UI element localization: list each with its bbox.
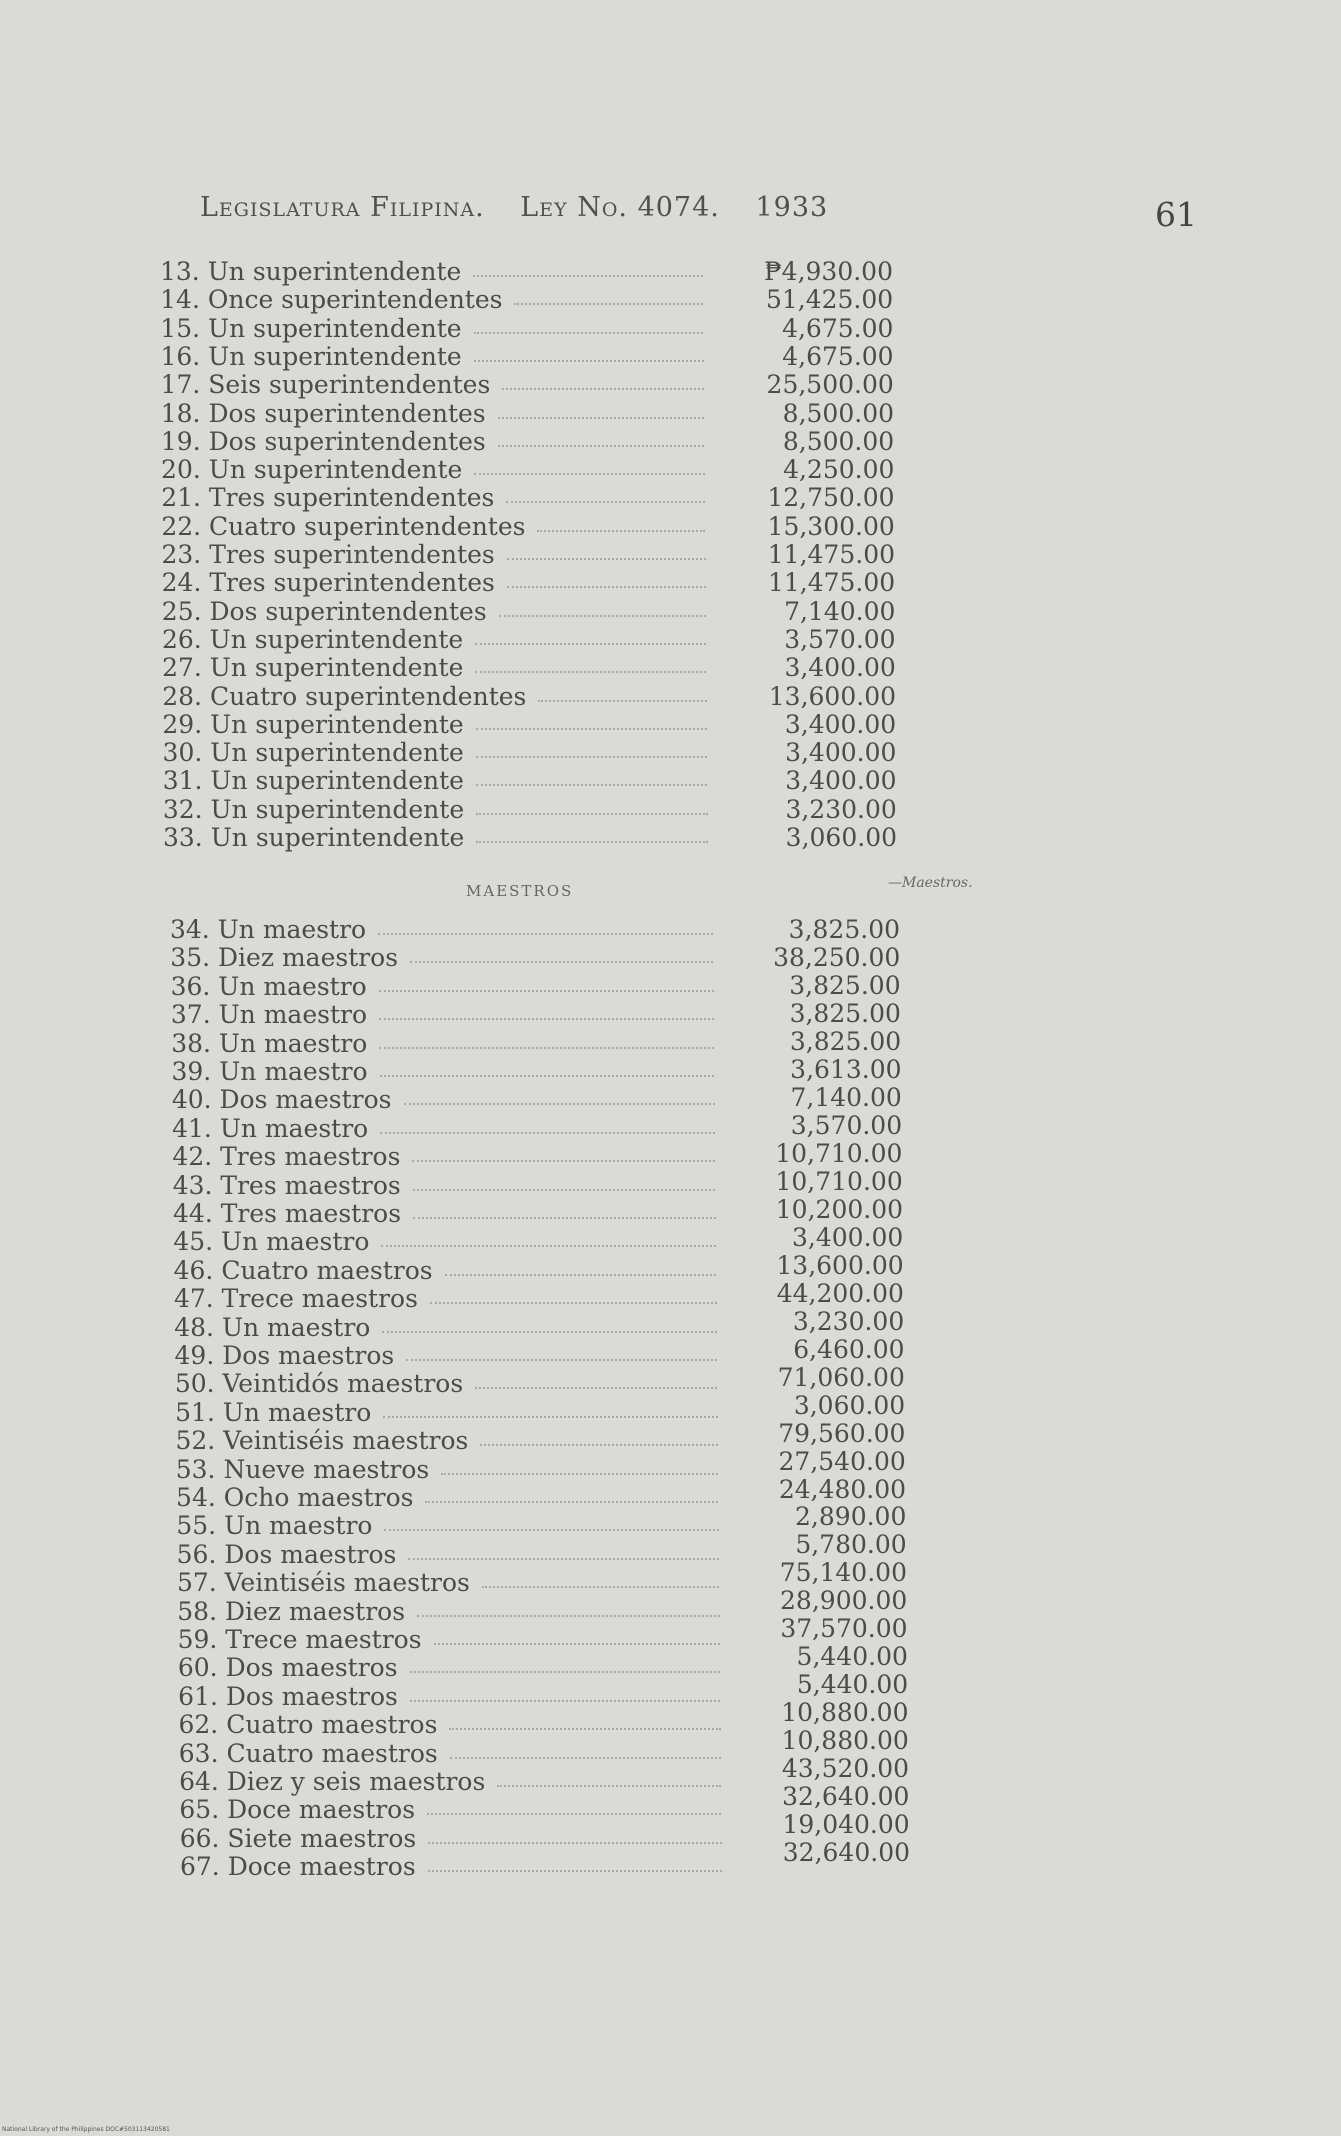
leader-dots (384, 1529, 718, 1531)
item-amount: 3,060.00 (785, 823, 897, 852)
item-amount: 11,475.00 (767, 540, 895, 569)
header-legislature: Legislatura Filipina. (200, 192, 485, 223)
item-label: 35. Diez maestros (170, 943, 399, 973)
item-amount: ₱4,930.00 (764, 257, 893, 286)
item-amount: 3,400.00 (792, 1222, 904, 1252)
item-label: 46. Cuatro maestros (173, 1255, 433, 1285)
item-amount: 7,140.00 (790, 1082, 902, 1112)
list-item (161, 400, 894, 428)
item-amount: 75,140.00 (779, 1558, 907, 1588)
leader-dots (498, 417, 705, 419)
list-item (162, 569, 896, 597)
item-amount: 3,400.00 (785, 766, 897, 796)
leader-dots (476, 756, 707, 758)
list-item (163, 739, 897, 767)
item-label: 67. Doce maestros (180, 1852, 416, 1882)
list-item (161, 484, 894, 512)
leader-dots (410, 1700, 720, 1702)
leader-dots (476, 841, 708, 843)
item-amount: 3,230.00 (785, 794, 897, 824)
item-label: 45. Un maestro (173, 1227, 370, 1257)
list-item (160, 286, 893, 314)
item-label: 38. Un maestro (171, 1028, 368, 1058)
leader-dots (425, 1501, 718, 1503)
item-label: 60. Dos maestros (177, 1653, 398, 1683)
list-item (170, 944, 900, 972)
item-label: 39. Un maestro (171, 1057, 368, 1086)
leader-dots (434, 1643, 720, 1645)
item-label: 15. Un superintendente (160, 313, 462, 343)
item-amount: 79,560.00 (778, 1418, 906, 1448)
item-label: 48. Un maestro (174, 1312, 371, 1342)
item-label: 26. Un superintendente (161, 624, 464, 654)
page-number: 61 (1155, 195, 1197, 234)
item-label: 23. Tres superintendentes (161, 540, 495, 569)
leader-dots (474, 360, 704, 362)
item-label: 36. Un maestro (170, 971, 367, 1001)
item-amount: 32,640.00 (782, 1782, 910, 1812)
item-label: 59. Trece maestros (177, 1625, 422, 1654)
list-item (163, 796, 897, 824)
item-label: 52. Veintiséis maestros (175, 1426, 469, 1456)
leader-dots (430, 1302, 717, 1304)
item-label: 33. Un superintendente (163, 823, 465, 852)
leader-dots (476, 813, 708, 815)
item-label: 41. Un maestro (172, 1113, 369, 1143)
list-item (170, 998, 901, 1030)
item-amount: 15,300.00 (767, 511, 895, 541)
list-item (161, 513, 894, 541)
item-amount: 10,200.00 (775, 1194, 904, 1224)
item-amount: 4,675.00 (782, 313, 894, 343)
leader-dots (413, 1217, 716, 1219)
item-label: 63. Cuatro maestros (178, 1738, 438, 1768)
item-amount: 3,825.00 (789, 1026, 902, 1056)
leader-dots (413, 1189, 716, 1191)
item-label: 19. Dos superintendentes (160, 426, 486, 456)
item-amount: 3,825.00 (788, 915, 900, 944)
list-item (171, 1054, 902, 1086)
item-amount: 13,600.00 (776, 1250, 904, 1280)
item-label: 37. Un maestro (170, 1000, 368, 1030)
leader-dots (410, 961, 713, 963)
item-amount: 44,200.00 (776, 1278, 904, 1308)
item-label: 66. Siete maestros (179, 1823, 417, 1853)
leader-dots (507, 586, 706, 588)
item-label: 21. Tres superintendentes (161, 483, 495, 513)
leader-dots (475, 643, 706, 645)
item-amount: 8,500.00 (782, 426, 895, 456)
item-amount: 71,060.00 (777, 1362, 905, 1392)
list-item (160, 258, 893, 286)
item-label: 24. Tres superintendentes (161, 568, 495, 598)
leader-dots (379, 1018, 714, 1020)
leader-dots (473, 275, 703, 277)
item-label: 62. Cuatro maestros (178, 1710, 438, 1740)
leader-dots (381, 1245, 716, 1247)
item-label: 34. Un maestro (170, 915, 367, 944)
item-amount: 10,710.00 (775, 1138, 903, 1168)
leader-dots (441, 1473, 718, 1475)
leader-dots (427, 1813, 721, 1815)
item-label: 32. Un superintendente (162, 794, 465, 824)
item-label: 28. Cuatro superintendentes (162, 681, 527, 711)
item-amount: 24,480.00 (778, 1474, 907, 1504)
item-label: 53. Nueve maestros (175, 1454, 430, 1484)
leader-dots (476, 784, 708, 786)
item-label: 56. Dos maestros (176, 1539, 397, 1569)
item-label: 44. Tres maestros (173, 1199, 402, 1228)
leader-dots (428, 1870, 722, 1872)
item-amount: 10,880.00 (781, 1726, 909, 1756)
leader-dots (538, 700, 706, 702)
leader-dots (406, 1359, 717, 1361)
leader-dots (449, 1728, 720, 1730)
item-label: 50. Veintidós maestros (174, 1369, 464, 1399)
leader-dots (412, 1160, 715, 1162)
item-amount: 3,400.00 (785, 738, 897, 768)
list-item (163, 767, 897, 795)
list-item (162, 654, 896, 682)
list-item (162, 683, 896, 711)
leader-dots (474, 473, 704, 475)
item-amount: 4,675.00 (782, 341, 894, 371)
item-label: 51. Un maestro (175, 1397, 372, 1427)
running-header (200, 192, 854, 223)
leader-dots (499, 615, 706, 617)
list-item (162, 626, 896, 654)
item-label: 29. Un superintendente (162, 709, 464, 739)
leader-dots (417, 1615, 719, 1617)
item-amount: 5,440.00 (796, 1670, 909, 1700)
item-label: 58. Diez maestros (177, 1596, 406, 1626)
leader-dots (382, 1331, 716, 1333)
list-item (170, 916, 900, 944)
header-year: 1933 (755, 192, 829, 223)
list-item (162, 541, 896, 569)
leader-dots (379, 1047, 714, 1049)
item-amount: 51,425.00 (765, 285, 894, 315)
leader-dots (480, 1444, 718, 1446)
list-item (171, 1026, 902, 1058)
item-amount: 3,570.00 (790, 1110, 903, 1140)
leader-dots (497, 1785, 721, 1787)
item-amount: 2,890.00 (795, 1502, 907, 1532)
item-label: 40. Dos maestros (171, 1085, 392, 1115)
item-amount: 25,500.00 (766, 370, 894, 400)
list-item (162, 711, 896, 739)
item-label: 47. Trece maestros (173, 1284, 418, 1314)
leader-dots (378, 933, 713, 935)
item-amount: 12,750.00 (767, 483, 895, 513)
leader-dots (476, 728, 707, 730)
item-amount: 3,400.00 (784, 653, 896, 683)
item-label: 54. Ocho maestros (176, 1483, 414, 1512)
item-amount: 3,230.00 (792, 1306, 905, 1336)
item-label: 49. Dos maestros (174, 1341, 395, 1370)
leader-dots (428, 1842, 721, 1844)
leader-dots (475, 1387, 717, 1389)
leader-dots (475, 671, 706, 673)
leader-dots (383, 1416, 717, 1418)
leader-dots (537, 530, 705, 532)
leader-dots (507, 558, 706, 560)
item-label: 31. Un superintendente (162, 766, 464, 796)
list-item (161, 456, 894, 484)
leader-dots (408, 1558, 719, 1560)
leader-dots (502, 388, 704, 390)
item-label: 16. Un superintendente (160, 341, 462, 371)
list-item (180, 1838, 910, 1882)
item-label: 55. Un maestro (176, 1511, 373, 1541)
leader-dots (445, 1274, 717, 1276)
item-amount: 13,600.00 (768, 681, 896, 711)
item-amount: 3,060.00 (793, 1390, 906, 1420)
item-label: 61. Dos maestros (178, 1681, 398, 1711)
header-law-number: Ley No. 4074. (520, 192, 720, 223)
item-amount: 11,475.00 (767, 568, 896, 598)
leader-dots (379, 990, 714, 992)
item-amount: 8,500.00 (782, 398, 894, 428)
item-amount: 3,400.00 (784, 709, 897, 739)
item-amount: 3,825.00 (789, 998, 901, 1028)
list-item (161, 371, 894, 399)
item-label: 57. Veintiséis maestros (176, 1568, 470, 1598)
item-label: 25. Dos superintendentes (161, 596, 487, 626)
item-label: 65. Doce maestros (179, 1795, 416, 1825)
leader-dots (474, 332, 704, 334)
item-label: 30. Un superintendente (162, 738, 464, 768)
item-amount: 3,570.00 (784, 624, 896, 654)
leader-dots (506, 501, 705, 503)
item-amount: 3,613.00 (790, 1054, 902, 1084)
item-amount: 4,250.00 (783, 455, 895, 485)
item-label: 17. Seis superintendentes (160, 370, 491, 400)
item-amount: 32,640.00 (782, 1838, 910, 1868)
leader-dots (514, 303, 703, 305)
leader-dots (482, 1586, 719, 1588)
item-amount: 10,880.00 (781, 1698, 909, 1728)
scan-footer: National Library of the Philippines DOC#503113420581 (2, 2126, 170, 2133)
list-item (170, 970, 901, 1001)
item-label: 42. Tres maestros (172, 1142, 401, 1172)
item-label: 27. Un superintendente (162, 653, 464, 683)
list-item (162, 598, 896, 626)
item-amount: 5,440.00 (796, 1642, 908, 1672)
item-amount: 28,900.00 (780, 1586, 908, 1616)
item-amount: 10,710.00 (775, 1166, 903, 1196)
item-label: 14. Once superintendentes (160, 285, 503, 315)
item-amount: 7,140.00 (784, 596, 896, 626)
section-title-maestros: MAESTROS (466, 882, 574, 900)
leader-dots (410, 1671, 721, 1673)
item-label: 18. Dos superintendentes (160, 398, 486, 428)
item-label: 20. Un superintendente (161, 455, 463, 485)
leader-dots (498, 445, 705, 447)
item-amount: 19,040.00 (782, 1810, 910, 1840)
item-label: 43. Tres maestros (172, 1170, 401, 1200)
leader-dots (404, 1103, 715, 1105)
item-amount: 6,460.00 (793, 1334, 905, 1364)
item-amount: 5,780.00 (795, 1530, 907, 1560)
list-item (161, 428, 894, 456)
margin-note: —Maestros. (888, 875, 973, 891)
item-label: 22. Cuatro superintendentes (161, 511, 526, 541)
leader-dots (380, 1132, 715, 1134)
item-amount: 27,540.00 (778, 1446, 906, 1476)
leader-dots (450, 1757, 721, 1759)
item-amount: 3,825.00 (789, 970, 901, 1000)
list-item (160, 343, 893, 371)
item-label: 64. Diez y seis maestros (179, 1767, 486, 1796)
list-item (163, 824, 897, 852)
item-label: 13. Un superintendente (160, 257, 462, 286)
item-amount: 43,520.00 (781, 1754, 910, 1784)
item-amount: 38,250.00 (773, 942, 901, 972)
item-amount: 37,570.00 (780, 1614, 908, 1644)
list-item (160, 315, 893, 343)
leader-dots (380, 1075, 715, 1077)
